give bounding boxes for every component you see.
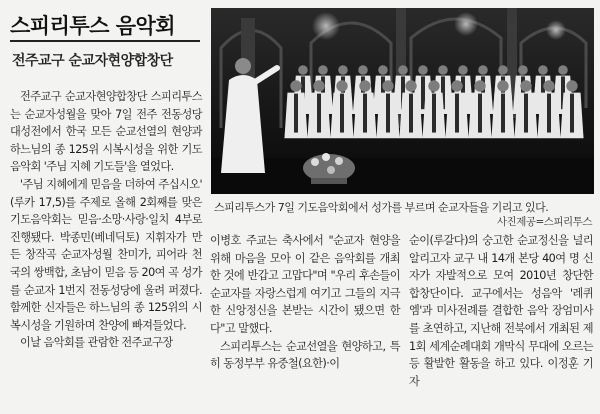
paragraph: 전주교구 순교자현양합창단 스피리투스는 순교자성월을 맞아 7일 전주 전동성당 대성전에서 한국 모든 순교선열의 현양과 하느님의 종 125위 시복시성을 위한 기도음악회 '주님 지혜 기도들'을 열었다. <box>10 90 202 174</box>
paragraph: 스피리투스는 순교선열을 현양하고, 특히 동정부부 유중철(요한)·이 <box>210 339 400 371</box>
headline-rule <box>10 40 200 42</box>
article-column-2 <box>210 232 400 373</box>
headline: 스피리투스 음악회 <box>10 14 176 38</box>
article-column-3 <box>409 232 593 390</box>
article-column-1 <box>10 88 202 352</box>
paragraph: 순이(루갈다)의 숭고한 순교정신을 널리 알리고자 교구 내 14개 본당 40여 명 신자가 자발적으로 모여 2010년 창단한 합창단이다. 교구에서는 성음악 '레퀴엠'과 미사전례를 결합한 음악 장엄미사를 초연하고, 지난해 전북에서 개최된 제1회 세계순례대회 개막식 무대에 오르는 등 활발한 활동을 하고 있다. 이정훈 기자 <box>409 234 593 388</box>
paragraph: 이병호 주교는 축사에서 "순교자 현양을 위해 마음을 모아 이 같은 음악회를 개최한 것에 반갑고 고맙다"며 "우리 후손들이 순교자를 자랑스럽게 여기고 그들의 지극한 신앙정신을 본받는 시간이 됐으면 한다"고 말했다. <box>210 234 400 335</box>
photo-caption: 스피리투스가 7일 기도음악회에서 성가를 부르며 순교자들을 기리고 있다. <box>214 201 549 214</box>
choir-photo <box>211 8 594 194</box>
subheadline: 전주교구 순교자현양합창단 <box>12 53 173 69</box>
photo-credit: 사진제공=스피리투스 <box>496 216 592 228</box>
paragraph: '주님 지혜에게 믿음을 더하여 주십시오' (루카 17,5)를 주제로 올해 2회째를 맞은 기도음악회는 믿음·소망·사랑·일치 4부로 진행됐다. 박종민(베네딕토) 지휘자가 만든 창작곡 순교자성월 찬미가, 피어라 천국의 쌍백합, 초남이 믿음 등 20여 곡 성가를 순교자 1번지 전동성당에 울려 퍼졌다. 함께한 신자들은 하느님의 종 125위의 시복시성을 기원하며 찬양에 빠져들었다. <box>10 177 202 332</box>
paragraph: 이날 음악회를 관람한 전주교구장 <box>20 336 173 350</box>
